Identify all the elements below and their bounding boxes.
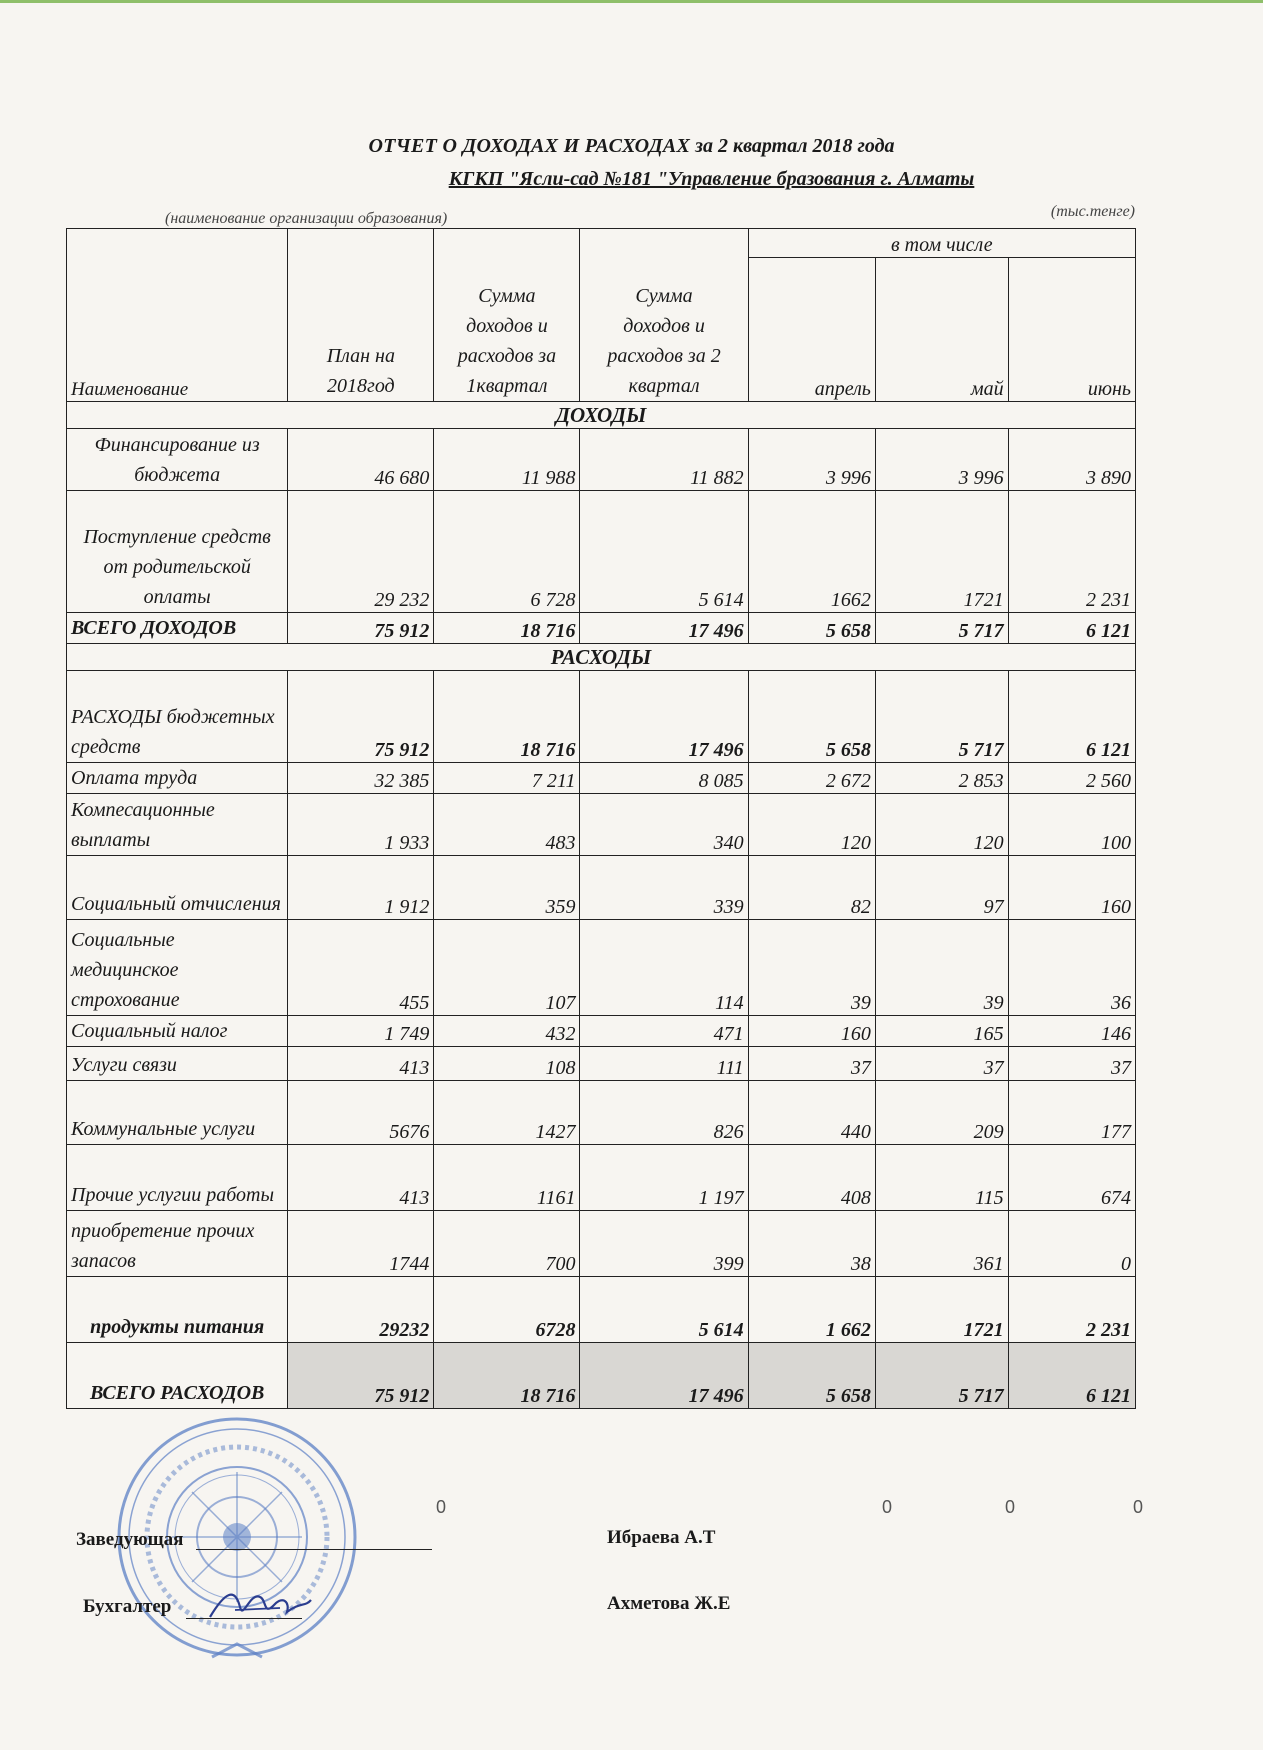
row-name: Оплата труда xyxy=(67,763,288,794)
header-q1-line: Сумма xyxy=(478,285,536,307)
row-name: ВСЕГО ДОХОДОВ xyxy=(67,613,288,644)
table-row xyxy=(67,920,1136,1016)
cell-june: 146 xyxy=(1008,1016,1135,1047)
income-total-row xyxy=(67,613,1136,644)
table-row xyxy=(67,794,1136,856)
cell-q2: 5 614 xyxy=(580,491,748,613)
row-name: Прочие услугии работы xyxy=(67,1145,288,1211)
check-zero: 0 xyxy=(436,1497,447,1517)
cell-may: 1721 xyxy=(875,491,1008,613)
cell-q1: 18 716 xyxy=(434,1343,580,1409)
cell-april: 5 658 xyxy=(748,1343,875,1409)
cell-april: 37 xyxy=(748,1047,875,1081)
head-label: Заведующая xyxy=(76,1529,184,1550)
currency-unit-note: (тыс.тенге) xyxy=(1050,203,1135,220)
cell-may: 37 xyxy=(875,1047,1008,1081)
row-name: Услуги связи xyxy=(67,1047,288,1081)
cell-plan: 32 385 xyxy=(288,763,434,794)
table-row xyxy=(67,856,1136,920)
cell-plan: 413 xyxy=(288,1047,434,1081)
header-may: май xyxy=(875,258,1008,402)
cell-plan: 1 933 xyxy=(288,794,434,856)
cell-may: 2 853 xyxy=(875,763,1008,794)
cell-may: 5 717 xyxy=(875,613,1008,644)
cell-q1: 1161 xyxy=(434,1145,580,1211)
cell-q2: 8 085 xyxy=(580,763,748,794)
row-name: Социальные медицинское строхование xyxy=(67,920,288,1016)
row-name: РАСХОДЫ бюджетных средств xyxy=(67,671,288,763)
cell-q2: 17 496 xyxy=(580,613,748,644)
cell-june: 100 xyxy=(1008,794,1135,856)
header-plan-line: План на xyxy=(326,345,395,367)
header-q1-line: доходов и xyxy=(466,315,548,337)
cell-june: 2 231 xyxy=(1008,491,1135,613)
cell-april: 38 xyxy=(748,1211,875,1277)
header-plan-line: 2018год xyxy=(327,375,395,397)
cell-q1: 108 xyxy=(434,1047,580,1081)
table-row xyxy=(67,1016,1136,1047)
cell-q2: 17 496 xyxy=(580,1343,748,1409)
header-june: июнь xyxy=(1008,258,1135,402)
check-zero: 0 xyxy=(1133,1497,1144,1517)
cell-q1: 6 728 xyxy=(434,491,580,613)
table-row xyxy=(67,1047,1136,1081)
cell-q1: 1427 xyxy=(434,1081,580,1145)
header-q1-line: расходов за xyxy=(457,345,557,367)
row-name: Коммунальные услуги xyxy=(67,1081,288,1145)
cell-may: 3 996 xyxy=(875,429,1008,491)
header-q2-line: расходов за 2 xyxy=(607,345,721,367)
cell-plan: 29 232 xyxy=(288,491,434,613)
cell-q2: 1 197 xyxy=(580,1145,748,1211)
accountant-name: Ахметова Ж.Е xyxy=(607,1593,731,1614)
cell-q1: 18 716 xyxy=(434,613,580,644)
cell-june: 37 xyxy=(1008,1047,1135,1081)
cell-q1: 6728 xyxy=(434,1277,580,1343)
cell-june: 6 121 xyxy=(1008,671,1135,763)
cell-june: 177 xyxy=(1008,1081,1135,1145)
cell-may: 97 xyxy=(875,856,1008,920)
table-row xyxy=(67,763,1136,794)
cell-may: 115 xyxy=(875,1145,1008,1211)
header-q2-line: квартал xyxy=(628,375,700,397)
cell-may: 361 xyxy=(875,1211,1008,1277)
section-expense-label: РАСХОДЫ xyxy=(67,644,1136,671)
cell-april: 408 xyxy=(748,1145,875,1211)
head-name: Ибраева А.Т xyxy=(607,1527,716,1548)
cell-q2: 471 xyxy=(580,1016,748,1047)
cell-april: 5 658 xyxy=(748,671,875,763)
check-zero: 0 xyxy=(882,1497,893,1517)
table-row xyxy=(67,1081,1136,1145)
cell-plan: 455 xyxy=(288,920,434,1016)
header-row-1 xyxy=(67,229,1136,258)
cell-april: 160 xyxy=(748,1016,875,1047)
cell-q2: 339 xyxy=(580,856,748,920)
cell-plan: 75 912 xyxy=(288,613,434,644)
cell-may: 5 717 xyxy=(875,1343,1008,1409)
cell-plan: 75 912 xyxy=(288,1343,434,1409)
cell-q2: 340 xyxy=(580,794,748,856)
row-name: Социальный налог xyxy=(67,1016,288,1047)
cell-q1: 359 xyxy=(434,856,580,920)
row-name: ВСЕГО РАСХОДОВ xyxy=(67,1343,288,1409)
header-q2-line: доходов и xyxy=(623,315,705,337)
cell-june: 674 xyxy=(1008,1145,1135,1211)
cell-q2: 826 xyxy=(580,1081,748,1145)
cell-june: 3 890 xyxy=(1008,429,1135,491)
table-row xyxy=(67,671,1136,763)
expense-total-row xyxy=(67,1343,1136,1409)
cell-plan: 1 912 xyxy=(288,856,434,920)
cell-q1: 483 xyxy=(434,794,580,856)
cell-june: 0 xyxy=(1008,1211,1135,1277)
cell-plan: 1744 xyxy=(288,1211,434,1277)
organization-name xyxy=(0,168,1263,191)
cell-april: 82 xyxy=(748,856,875,920)
table-row xyxy=(67,1277,1136,1343)
row-name: продукты питания xyxy=(67,1277,288,1343)
section-expense xyxy=(67,644,1136,671)
accountant-label: Бухгалтер xyxy=(83,1596,172,1617)
head-signature-line xyxy=(196,1549,432,1550)
handwritten-signature-icon xyxy=(205,1582,315,1627)
cell-april: 5 658 xyxy=(748,613,875,644)
cell-plan: 46 680 xyxy=(288,429,434,491)
cell-april: 1 662 xyxy=(748,1277,875,1343)
header-april: апрель xyxy=(748,258,875,402)
report-title xyxy=(0,135,1263,158)
cell-plan: 1 749 xyxy=(288,1016,434,1047)
cell-plan: 5676 xyxy=(288,1081,434,1145)
cell-q1: 18 716 xyxy=(434,671,580,763)
header-q2 xyxy=(580,229,748,402)
table-row xyxy=(67,491,1136,613)
header-q1 xyxy=(434,229,580,402)
cell-q1: 432 xyxy=(434,1016,580,1047)
cell-may: 209 xyxy=(875,1081,1008,1145)
cell-q1: 700 xyxy=(434,1211,580,1277)
cell-may: 120 xyxy=(875,794,1008,856)
income-expense-table xyxy=(66,228,1136,1409)
cell-april: 120 xyxy=(748,794,875,856)
cell-q1: 7 211 xyxy=(434,763,580,794)
row-name: Финансирование из бюджета xyxy=(67,429,288,491)
cell-q2: 5 614 xyxy=(580,1277,748,1343)
cell-june: 160 xyxy=(1008,856,1135,920)
cell-may: 1721 xyxy=(875,1277,1008,1343)
report-title-period: за 2 квартал 2018 года xyxy=(690,135,895,157)
cell-june: 2 231 xyxy=(1008,1277,1135,1343)
header-plan xyxy=(288,229,434,402)
section-income-label: ДОХОДЫ xyxy=(67,402,1136,429)
cell-april: 39 xyxy=(748,920,875,1016)
cell-june: 6 121 xyxy=(1008,1343,1135,1409)
cell-june: 36 xyxy=(1008,920,1135,1016)
report-title-main: ОТЧЕТ О ДОХОДАХ И РАСХОДАХ xyxy=(368,135,691,157)
header-q2-line: Сумма xyxy=(635,285,693,307)
table-row xyxy=(67,429,1136,491)
cell-plan: 75 912 xyxy=(288,671,434,763)
cell-april: 2 672 xyxy=(748,763,875,794)
cell-q1: 11 988 xyxy=(434,429,580,491)
row-name: приобретение прочих запасов xyxy=(67,1211,288,1277)
table-row xyxy=(67,1145,1136,1211)
cell-q1: 107 xyxy=(434,920,580,1016)
cell-april: 3 996 xyxy=(748,429,875,491)
cell-plan: 413 xyxy=(288,1145,434,1211)
scan-edge xyxy=(0,0,1263,3)
section-income xyxy=(67,402,1136,429)
cell-q2: 17 496 xyxy=(580,671,748,763)
cell-q2: 399 xyxy=(580,1211,748,1277)
row-name: Поступление средств от родительской оплаты xyxy=(67,491,288,613)
cell-may: 165 xyxy=(875,1016,1008,1047)
cell-plan: 29232 xyxy=(288,1277,434,1343)
cell-may: 39 xyxy=(875,920,1008,1016)
table-row xyxy=(67,1211,1136,1277)
cell-june: 6 121 xyxy=(1008,613,1135,644)
header-q1-line: 1квартал xyxy=(466,375,548,397)
header-name: Наименование xyxy=(67,229,288,402)
cell-q2: 111 xyxy=(580,1047,748,1081)
organization-name-text: КГКП "Ясли-сад №181 "Управление бразования г. Алматы xyxy=(448,168,975,190)
row-name: Социальный отчисления xyxy=(67,856,288,920)
row-name: Компесационные выплаты xyxy=(67,794,288,856)
cell-june: 2 560 xyxy=(1008,763,1135,794)
cell-april: 440 xyxy=(748,1081,875,1145)
organization-note: (наименование организации образования) xyxy=(165,210,448,227)
cell-q2: 114 xyxy=(580,920,748,1016)
cell-q2: 11 882 xyxy=(580,429,748,491)
cell-april: 1662 xyxy=(748,491,875,613)
header-including: в том числе xyxy=(748,229,1135,258)
check-zero: 0 xyxy=(1005,1497,1016,1517)
cell-may: 5 717 xyxy=(875,671,1008,763)
